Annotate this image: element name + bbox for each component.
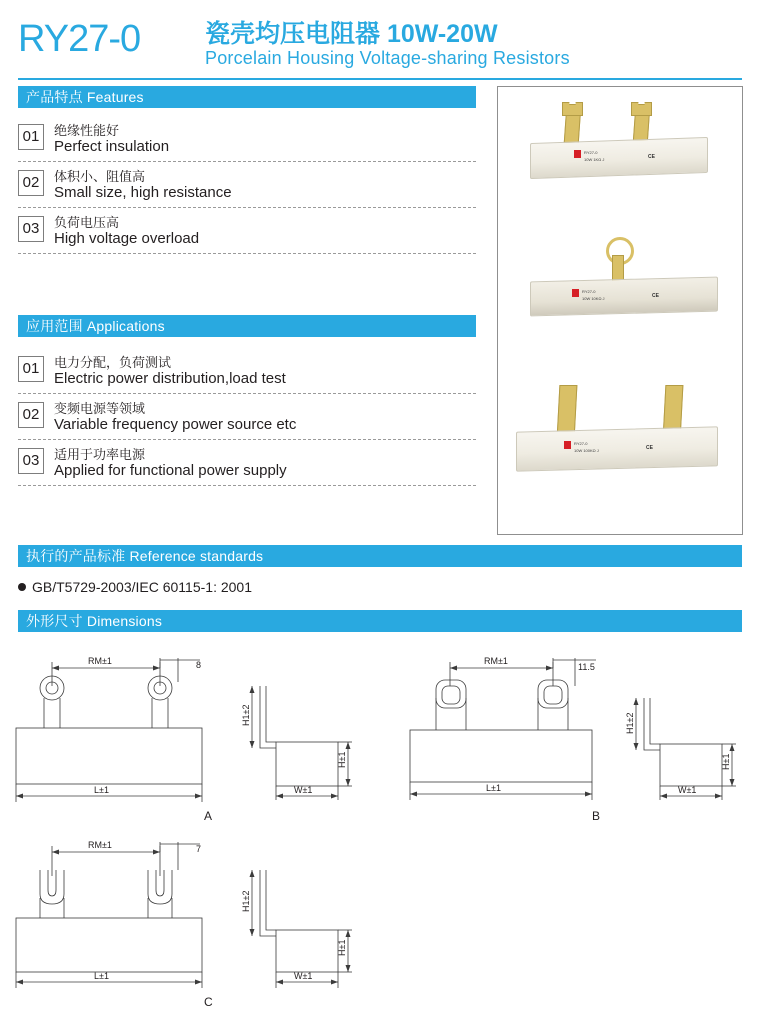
svg-text:A: A (204, 809, 213, 823)
feature-text-cn: 绝缘性能好 (54, 123, 120, 138)
svg-text:L±1: L±1 (486, 783, 501, 793)
svg-text:H1±2: H1±2 (241, 890, 251, 912)
svg-text:W±1: W±1 (678, 785, 697, 795)
application-text-cn: 电力分配，负荷测试 (54, 355, 172, 370)
svg-text:W±1: W±1 (294, 785, 313, 795)
resistor-label-line1: RY27-0 (582, 289, 596, 294)
application-text-en: Variable frequency power source etc (54, 416, 297, 433)
resistor-label-line2: 10W 10KΩ J (582, 296, 605, 301)
standards-text: GB/T5729-2003/IEC 60115-1: 2001 (32, 579, 253, 595)
dimension-drawings (0, 638, 760, 1021)
svg-text:C: C (204, 995, 213, 1009)
resistor-label-line2: 10W 100KΩ J (574, 448, 599, 453)
page-title-cn: 瓷壳均压电阻器 10W-20W (205, 20, 498, 48)
resistor-label-line1: RY27-0 (584, 150, 598, 155)
application-divider-1 (18, 393, 476, 394)
svg-text:L±1: L±1 (94, 971, 109, 981)
section-bar-standards: 执行的产品标准 Reference standards (18, 545, 742, 567)
resistor-label-line1: RY27-0 (574, 441, 588, 446)
page-header (0, 0, 760, 78)
product-photo-panel (497, 86, 743, 535)
feature-number: 03 (18, 216, 44, 242)
brand-logo-icon (574, 150, 581, 158)
svg-text:H±1: H±1 (337, 939, 347, 956)
feature-text-en: Small size, high resistance (54, 184, 232, 201)
feature-text-cn: 负荷电压高 (54, 215, 120, 230)
svg-text:B: B (592, 809, 601, 823)
feature-number: 02 (18, 170, 44, 196)
section-bar-applications: 应用范围 Applications (18, 315, 476, 337)
resistor-body (516, 426, 718, 471)
dimension-svg (0, 638, 760, 1021)
resistor-photo-1 (530, 102, 710, 197)
application-text-en: Electric power distribution,load test (54, 370, 286, 387)
product-model: RY27-0 (18, 18, 141, 60)
feature-number: 01 (18, 124, 44, 150)
svg-text:H1±2: H1±2 (241, 704, 251, 726)
svg-text:RM±1: RM±1 (88, 840, 112, 850)
svg-text:RM±1: RM±1 (88, 656, 112, 666)
ce-mark: CE (646, 445, 653, 451)
feature-text-cn: 体积小、阻值高 (54, 169, 146, 184)
svg-text:H1±2: H1±2 (625, 712, 635, 734)
application-divider-2 (18, 439, 476, 440)
feature-text-en: High voltage overload (54, 230, 200, 247)
application-text-cn: 变频电源等领域 (54, 401, 146, 416)
resistor-label-line2: 10W 1KΩ J (584, 157, 605, 162)
application-divider-3 (18, 485, 476, 486)
application-number: 01 (18, 356, 44, 382)
application-text-en: Applied for functional power supply (54, 462, 287, 479)
bullet-icon (18, 583, 26, 591)
application-number: 02 (18, 402, 44, 428)
svg-text:11.5: 11.5 (578, 662, 595, 672)
svg-text:H±1: H±1 (721, 753, 731, 770)
ce-mark: CE (648, 154, 655, 160)
standards-line (18, 579, 252, 595)
feature-divider-1 (18, 161, 476, 162)
svg-text:W±1: W±1 (294, 971, 313, 981)
section-bar-dimensions: 外形尺寸 Dimensions (18, 610, 742, 632)
svg-text:H±1: H±1 (337, 751, 347, 768)
brand-logo-icon (564, 441, 571, 449)
resistor-photo-3 (516, 379, 726, 484)
svg-text:8: 8 (196, 660, 202, 670)
page-title-en: Porcelain Housing Voltage-sharing Resistors (205, 48, 570, 68)
feature-divider-2 (18, 207, 476, 208)
resistor-photo-2 (530, 237, 720, 332)
section-bar-features: 产品特点 Features (18, 86, 476, 108)
resistor-body (530, 137, 708, 179)
header-divider (18, 78, 742, 80)
feature-divider-3 (18, 253, 476, 254)
application-text-cn: 适用于功率电源 (54, 447, 146, 462)
brand-logo-icon (572, 289, 579, 297)
application-number: 03 (18, 448, 44, 474)
svg-text:L±1: L±1 (94, 785, 109, 795)
svg-text:RM±1: RM±1 (484, 656, 508, 666)
resistor-body (530, 277, 718, 317)
svg-text:7: 7 (196, 844, 202, 854)
feature-text-en: Perfect insulation (54, 138, 170, 155)
ce-mark: CE (652, 293, 659, 299)
